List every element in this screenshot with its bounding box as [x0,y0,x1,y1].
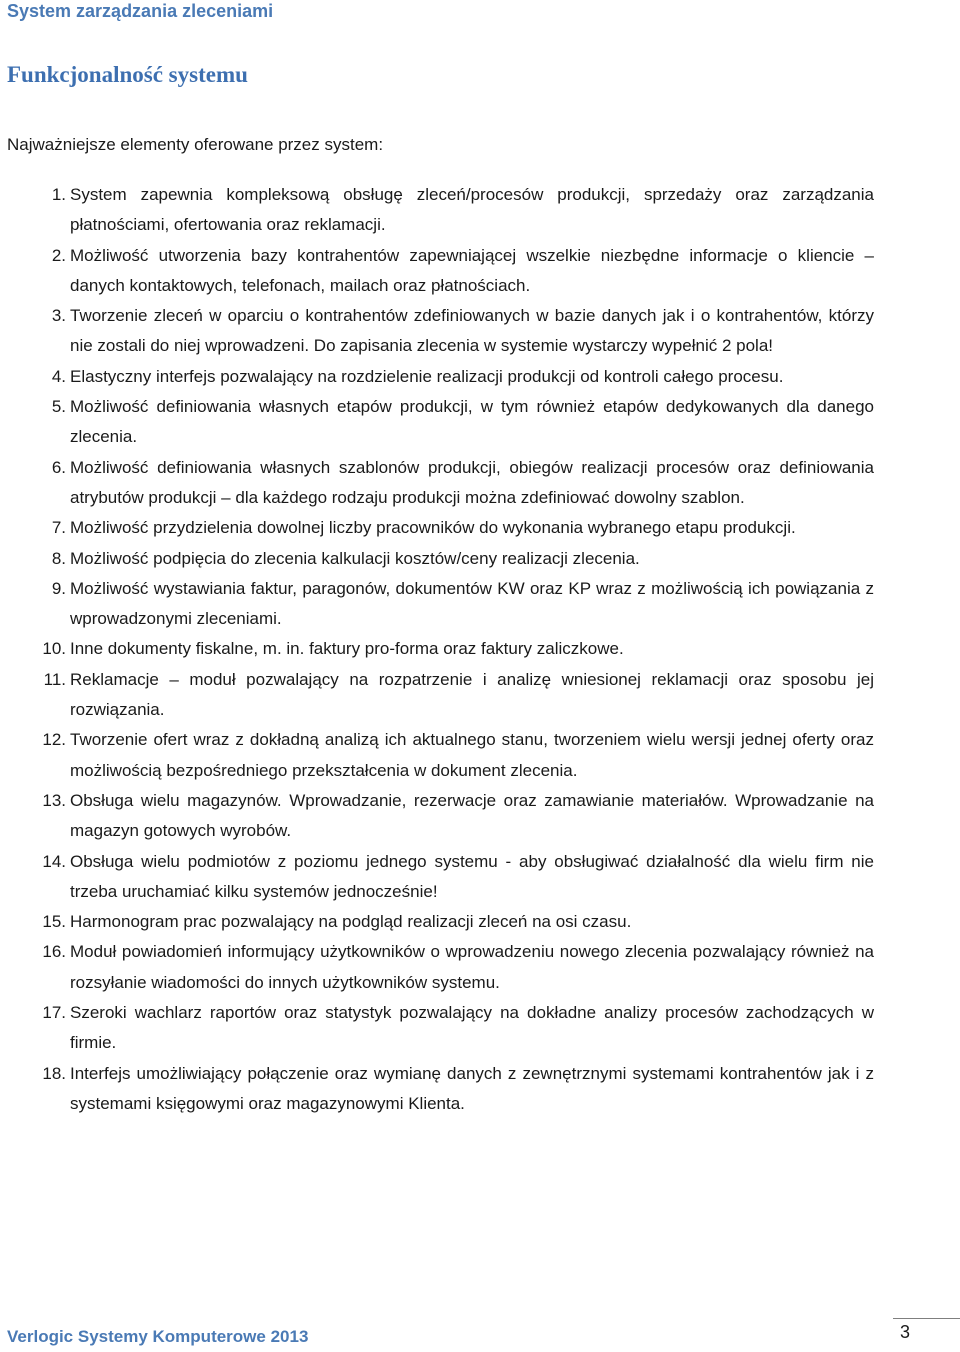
list-item-number: 15. [42,912,66,932]
list-item-number: 10. [42,639,66,659]
list-item [0,907,960,937]
list-item [0,847,960,908]
list-item [0,453,960,514]
list-item-number: 9. [51,578,66,598]
list-item [0,301,960,362]
footer-company: Verlogic Systemy Komputerowe 2013 [7,1327,309,1346]
running-header-title: System zarządzania zleceniami [7,1,274,21]
list-item-text: Obsługa wielu magazynów. Wprowadzanie, rezerwacje oraz zamawianie materiałów. Wprowadzanie na magazyn gotowych wyrobów. [70,790,874,841]
list-item-number: 4. [51,366,66,386]
list-item-text: Interfejs umożliwiający połączenie oraz wymianę danych z zewnętrznymi systemami kontrahentów jak i z systemami księgowymi oraz magazynowymi Klienta. [70,1063,874,1113]
list-item [0,544,960,574]
list-item [0,634,960,664]
list-item [0,574,960,635]
list-item [0,362,960,392]
list-item-text: Moduł powiadomień informujący użytkowników o wprowadzeniu nowego zlecenia pozwalający również na rozsyłanie wiadomości do innych użytkowników systemu. [70,942,874,992]
list-item-text: Elastyczny interfejs pozwalający na rozdzielenie realizacji produkcji od kontroli całego procesu. [70,366,784,386]
list-item-text: Możliwość utworzenia bazy kontrahentów zapewniającej wszelkie niezbędne informacje o kliencie – danych kontaktowych, telefonach, mailach oraz płatnościach. [70,245,874,295]
list-item-number: 11. [43,669,66,689]
list-item-number: 3. [51,306,66,326]
list-item-number: 18. [42,1063,66,1083]
list-item-number: 16. [42,942,66,962]
list-item-text: Tworzenie ofert wraz z dokładną analizą ich aktualnego stanu, tworzeniem wielu wersji jednej oferty oraz możliwością bezpośredniego przekształcenia w dokument zlecenia. [70,730,874,780]
list-item-text: Harmonogram prac pozwalający na podgląd realizacji zleceń na osi czasu. [70,912,632,932]
list-item-text: Tworzenie zleceń w oparciu o kontrahentów zdefiniowanych w bazie danych jak i o kontrahentów, którzy nie zostali do niej wprowadzeni. Do zapisania zlecenia w systemie wystarczy wypełnić 2 pola! [70,306,874,356]
list-item-text: Obsługa wielu podmiotów z poziomu jednego systemu - aby obsługiwać działalność dla wielu firm nie trzeba uruchamiać kilku systemów jednocześnie! [70,851,874,901]
list-item [0,180,960,241]
footer-divider [893,1318,960,1319]
list-item [0,725,960,786]
list-item-number: 14. [42,851,66,871]
list-item-number: 13. [42,790,66,810]
list-item [0,513,960,543]
list-item-text: System zapewnia kompleksową obsługę zleceń/procesów produkcji, sprzedaży oraz zarządzania płatnościami, ofertowania oraz reklamacji. [70,185,874,235]
list-item-text: Możliwość podpięcia do zlecenia kalkulacji kosztów/ceny realizacji zlecenia. [70,548,640,568]
list-item-text: Możliwość definiowania własnych etapów produkcji, w tym również etapów dedykowanych dla danego zlecenia. [70,397,874,447]
list-item-text: Możliwość przydzielenia dowolnej liczby pracowników do wykonania wybranego etapu produkcji. [70,518,796,538]
list-item-text: Szeroki wachlarz raportów oraz statystyk pozwalający na dokładne analizy procesów zachodzących w firmie. [70,1003,874,1053]
list-item-text: Możliwość wystawiania faktur, paragonów, dokumentów KW oraz KP wraz z możliwością ich powiązania z wprowadzonymi zleceniami. [70,578,874,629]
list-item [0,392,960,453]
list-item [0,665,960,726]
list-item-text: Inne dokumenty fiskalne, m. in. faktury pro-forma oraz faktury zaliczkowe. [70,639,624,659]
list-item-number: 8. [51,548,66,568]
list-item-number: 5. [51,397,66,417]
list-item-number: 17. [42,1003,66,1023]
list-item [0,241,960,302]
page-number: 3 [900,1322,911,1342]
feature-list [0,180,960,1119]
section-title: Funkcjonalność systemu [7,62,248,87]
list-item-number: 12. [42,730,66,750]
list-item-text: Możliwość definiowania własnych szablonów produkcji, obiegów realizacji procesów oraz definiowania atrybutów produkcji – dla każdego rodzaju produkcji można zdefiniować dowolny szablon. [70,457,874,507]
intro-paragraph: Najważniejsze elementy oferowane przez system: [7,135,384,154]
list-item [0,998,960,1059]
list-item [0,1059,960,1120]
list-item-number: 7. [51,518,66,538]
list-item-number: 6. [51,457,66,477]
list-item [0,937,960,998]
list-item-text: Reklamacje – moduł pozwalający na rozpatrzenie i analizę wniesionej reklamacji oraz sposobu jej rozwiązania. [70,669,874,720]
list-item [0,786,960,847]
list-item-number: 2. [51,245,66,265]
list-item-number: 1. [51,185,66,204]
